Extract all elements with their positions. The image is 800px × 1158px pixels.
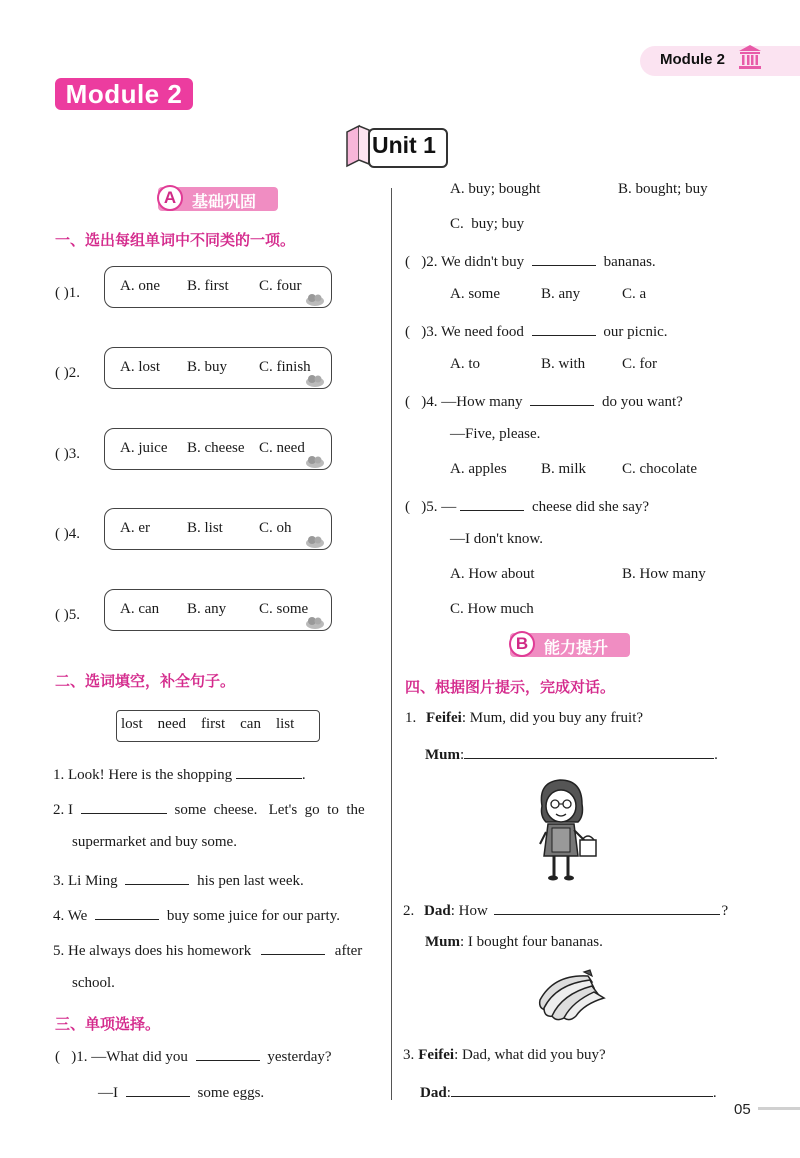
q5-option-b: B. How many [622,566,706,582]
answer-blank[interactable] [530,391,594,406]
cloud-icon [305,534,325,548]
sentence-text: 5. He always does his homework [53,943,252,959]
mc-question-1 [55,1046,332,1066]
option-c: C. finish [259,359,311,375]
answer-blank[interactable] [126,1082,190,1097]
question-text: bananas. [603,254,656,270]
girl-shopping-illustration [528,776,598,882]
word-bank: lost need first can list [121,716,295,732]
dialogue-end: . [714,747,718,763]
colon: : [446,1085,451,1101]
dialogue-text: : Mum, did you buy any fruit? [461,710,644,726]
option-a: A. lost [120,359,161,375]
question-text: ( )4. —How many [405,394,523,410]
option-a: A. one [120,278,160,294]
q1-option-a: A. buy; bought [450,181,541,197]
dialogue-number: 3. [403,1047,415,1063]
question-text: ( )2. We didn't buy [405,254,525,270]
mc-question-2 [405,251,656,271]
q4-option-b: B. milk [541,461,587,477]
item-number: ( )5. [55,607,80,623]
q2-option-b: B. any [541,286,581,302]
sentence-text: 2. I [53,802,73,818]
question-text: ( )5. — [405,499,457,515]
option-b: B. list [187,520,223,536]
sentence-text: after [334,943,363,959]
answer-blank[interactable] [464,744,714,759]
q3-option-a: A. to [450,356,480,372]
speaker: Mum [425,747,460,763]
section3-title: 三、单项选择。 [55,1016,161,1033]
sentence-text: his pen last week. [197,873,304,889]
option-b: B. cheese [187,440,245,456]
unit-title: Unit 1 [372,132,436,158]
dialogue-text: : Dad, what did you buy? [454,1047,606,1063]
option-b: B. first [187,278,229,294]
cloud-icon [305,373,325,387]
dialogue-2-reply [425,934,603,951]
question-text: ( )3. We need food [405,324,524,340]
speaker: Dad [420,1085,447,1101]
answer-blank[interactable] [236,764,302,779]
page-number: 05 [734,1101,751,1118]
option-b: B. buy [187,359,228,375]
footer-line [758,1107,800,1110]
dialogue-end: . [712,1085,717,1101]
answer-blank[interactable] [494,900,720,915]
fill-sentence-4 [53,905,340,925]
q2-option-a: A. some [450,286,500,302]
header-module-label: Module 2 [660,51,726,68]
answer-blank[interactable] [532,321,596,336]
answer-blank[interactable] [261,940,325,955]
module-banner: Module 2 [55,78,193,110]
answer-blank[interactable] [460,496,524,511]
answer-blank[interactable] [95,905,159,920]
badge-b-text: 能力提升 [544,640,609,657]
q1-option-b: B. bought; buy [618,181,708,197]
item-number: ( )2. [55,365,80,381]
mc-question-5-reply: —I don't know. [450,531,543,547]
answer-blank[interactable] [532,251,596,266]
column-divider [391,188,392,1100]
sentence-text: some cheese. Let's go to the [174,802,365,818]
badge-b-letter: B [509,631,535,657]
option-b: B. any [187,601,227,617]
section1-title: 一、选出每组单词中不同类的一项。 [55,232,296,249]
mc-question-4-reply: —Five, please. [450,426,541,442]
fill-sentence-1 [53,764,306,784]
answer-blank[interactable] [196,1046,260,1061]
dialogue-3-reply [420,1082,717,1102]
dialogue-number: 1. [405,710,417,726]
mc-question-4 [405,391,683,411]
cloud-icon [305,615,325,629]
question-text: some eggs. [197,1085,265,1101]
q5-option-a: A. How about [450,566,535,582]
q4-option-c: C. chocolate [622,461,697,477]
speaker: Mum [425,934,460,950]
speaker: Dad [424,903,451,919]
section4-title: 四、根据图片提示，完成对话。 [405,679,616,696]
dialogue-2 [403,900,728,920]
question-text: do you want? [601,394,683,410]
dialogue-3 [403,1047,606,1064]
question-text: our picnic. [603,324,668,340]
option-c: C. need [259,440,305,456]
q5-option-c: C. How much [450,601,534,617]
item-number: ( )4. [55,526,80,542]
q1-option-c: C. buy; buy [450,216,525,232]
q3-option-c: C. for [622,356,657,372]
option-a: A. er [120,520,150,536]
option-c: C. four [259,278,302,294]
fill-sentence-5-cont: school. [72,975,115,991]
option-c: C. oh [259,520,292,536]
badge-a-letter: A [157,185,183,211]
answer-blank[interactable] [125,870,189,885]
answer-blank[interactable] [451,1082,713,1097]
sentence-text: 3. Li Ming [53,873,118,889]
book-icon [343,124,371,168]
fill-sentence-5 [53,940,362,960]
answer-blank[interactable] [81,799,167,814]
option-a: A. juice [120,440,168,456]
option-a: A. can [120,601,160,617]
building-icon [738,44,762,70]
item-number: ( )3. [55,446,80,462]
mc-question-3 [405,321,668,341]
cloud-icon [305,454,325,468]
dialogue-text: : How [450,903,488,919]
question-text: ( )1. —What did you [55,1049,188,1065]
fill-sentence-2 [53,799,365,819]
question-text: yesterday? [267,1049,332,1065]
cloud-icon [305,292,325,306]
dialogue-end: ? [721,903,729,919]
badge-a-text: 基础巩固 [192,194,257,211]
dialogue-1 [405,710,643,727]
speaker: Feifei [418,1047,455,1063]
sentence-text: 1. Look! Here is the shopping [53,767,233,783]
dialogue-text: : I bought four bananas. [460,934,603,950]
fill-sentence-2-cont: supermarket and buy some. [72,834,237,850]
fill-sentence-3 [53,870,304,890]
bananas-illustration [534,966,608,1022]
q4-option-a: A. apples [450,461,507,477]
colon: : [460,747,465,763]
sentence-text: buy some juice for our party. [166,908,340,924]
sentence-end: . [301,767,306,783]
speaker: Feifei [426,710,462,726]
section2-title: 二、选词填空，补全句子。 [55,673,236,690]
dialogue-1-reply [425,744,718,764]
sentence-text: 4. We [53,908,88,924]
question-text: cheese did she say? [532,499,650,515]
mc-question-1-reply [98,1082,264,1102]
option-c: C. some [259,601,309,617]
q2-option-c: C. a [622,286,647,302]
question-text: —I [98,1085,118,1101]
dialogue-number: 2. [403,903,415,919]
item-number: ( )1. [55,285,80,301]
q3-option-b: B. with [541,356,586,372]
mc-question-5 [405,496,649,516]
